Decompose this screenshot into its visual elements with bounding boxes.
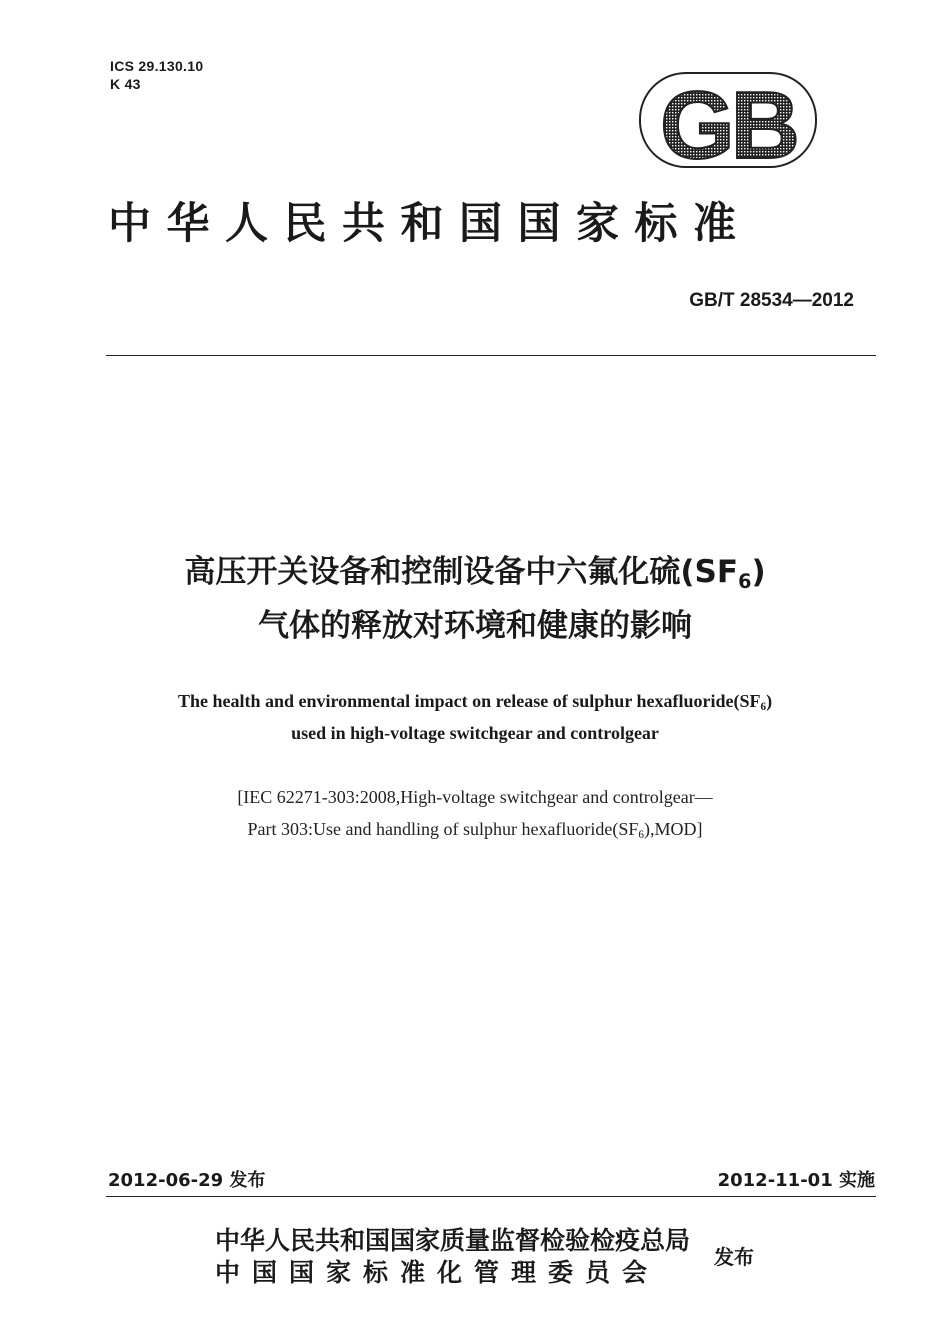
issue-date: 2012-06-29 发布 xyxy=(108,1170,266,1191)
top-divider xyxy=(106,355,876,356)
english-title-line2: used in high-voltage switchgear and controlgear xyxy=(291,723,659,743)
national-standard-title: 中华人民共和国国家标准 xyxy=(108,199,752,249)
reference-standard-line2: Part 303:Use and handling of sulphur hexafluoride(SF6),MOD] xyxy=(247,819,703,842)
category-code: K 43 xyxy=(110,76,141,92)
gb-logo-text: GB xyxy=(660,72,796,170)
english-title-line1: The health and environmental impact on release of sulphur hexafluoride(SF6) xyxy=(177,691,773,714)
issuer-sac: 中国国家标准化管理委员会 xyxy=(215,1258,660,1287)
publish-label: 发布 xyxy=(714,1245,754,1269)
issuer-aqsiq: 中华人民共和国国家质量监督检验检疫总局 xyxy=(215,1226,691,1255)
classification-codes xyxy=(110,57,203,93)
bottom-divider xyxy=(106,1196,876,1197)
chinese-title-line2: 气体的释放对环境和健康的影响 xyxy=(258,608,692,644)
effective-date: 2012-11-01 实施 xyxy=(717,1170,875,1191)
chinese-title-line1: 高压开关设备和控制设备中六氟化硫(SF6) xyxy=(184,554,766,593)
standard-code: GB/T 28534—2012 xyxy=(689,290,854,311)
ics-code: ICS 29.130.10 xyxy=(110,58,204,74)
reference-standard-line1: [IEC 62271-303:2008,High-voltage switchgear and controlgear— xyxy=(237,787,713,807)
gb-logo xyxy=(636,70,826,170)
